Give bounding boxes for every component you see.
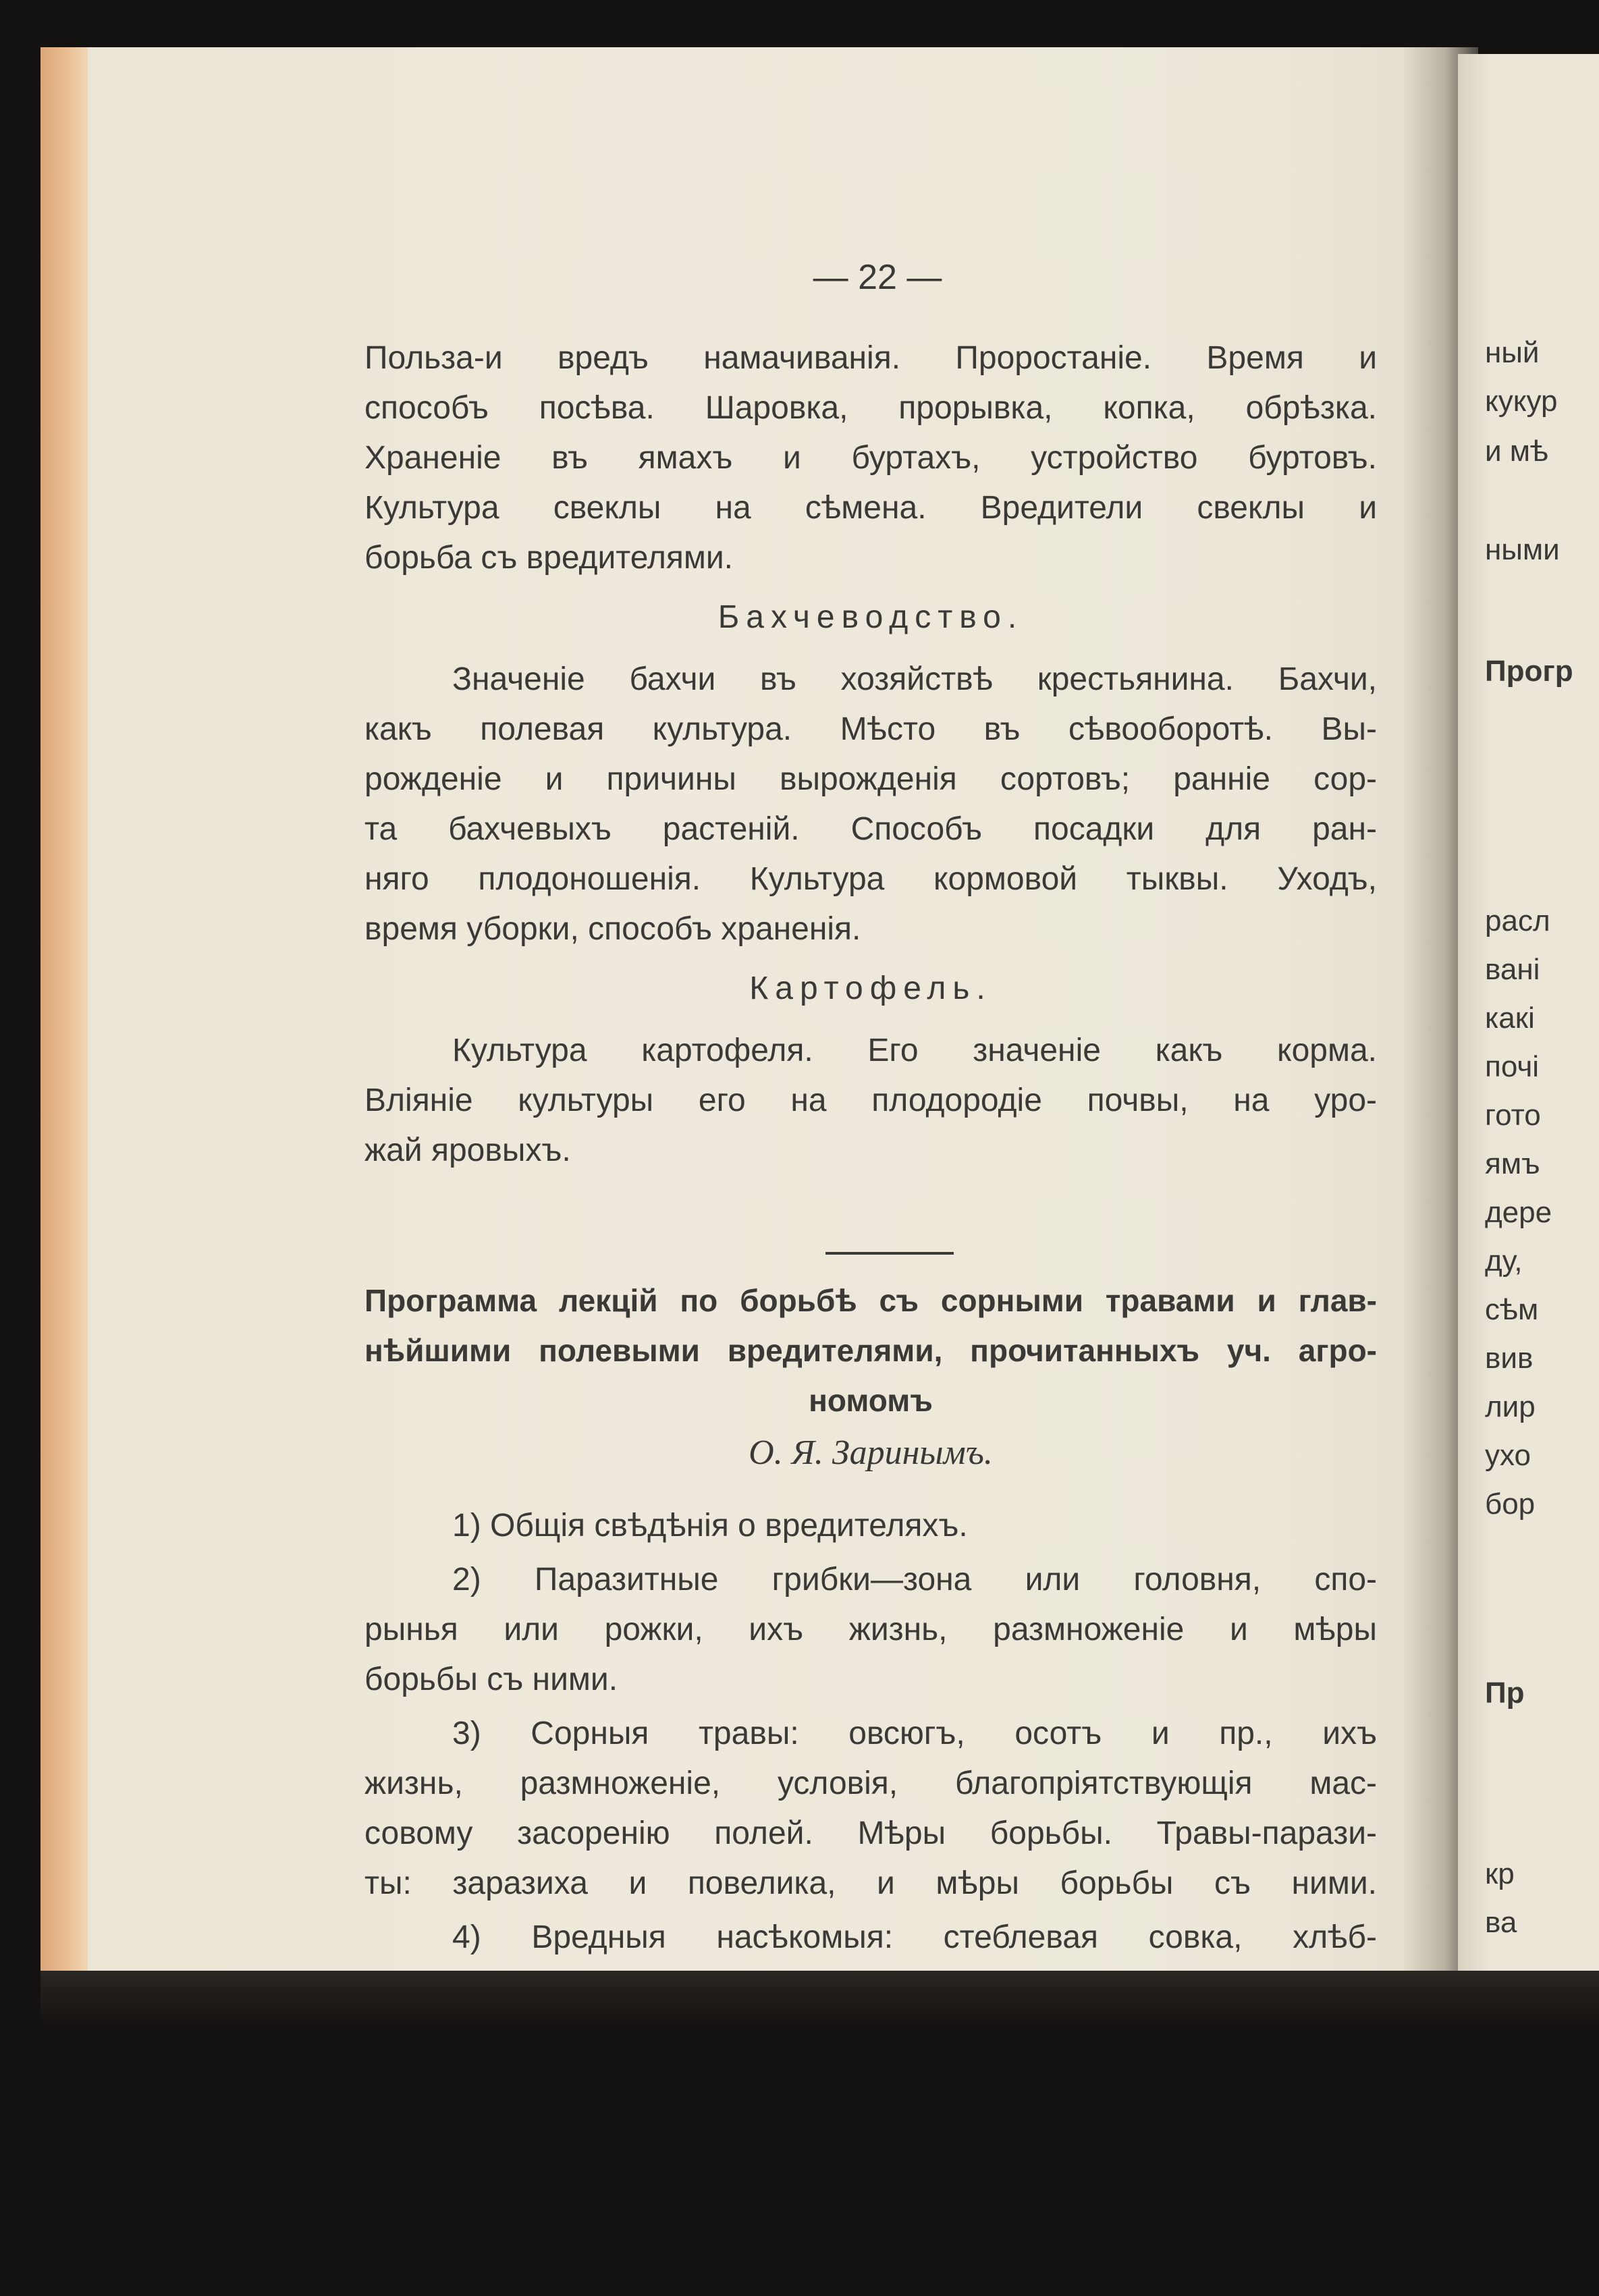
right-fragment: ду, — [1485, 1245, 1523, 1278]
right-fragment: кукур — [1485, 385, 1558, 418]
right-fragment: ва — [1485, 1906, 1517, 1939]
bakhcha-line-3: рожденіе и причины вырожденія сортовъ; ранніе сор- — [364, 761, 1377, 797]
bakhcha-line-2: какъ полевая культура. Мѣсто въ сѣвооборотѣ. Вы- — [364, 711, 1377, 747]
right-fragment: вив — [1485, 1342, 1534, 1375]
item-3-line-4: ты: заразиха и повелика, и мѣры борьбы съ ними. — [364, 1865, 1377, 1901]
item-2-line-1: 2) Паразитные грибки—зона или головня, спо- — [452, 1562, 1377, 1597]
kartofel-line-1: Культура картофеля. Его значеніе какъ корма. — [452, 1033, 1377, 1068]
intro-line-2: способъ посѣва. Шаровка, прорывка, копка, обрѣзка. — [364, 390, 1377, 426]
kartofel-line-3: жай яровыхъ. — [364, 1132, 571, 1168]
right-fragment: вані — [1485, 953, 1540, 986]
bakhcha-line-1: Значеніе бахчи въ хозяйствѣ крестьянина. Бахчи, — [452, 661, 1377, 697]
program-title-line-1: Программа лекцій по борьбѣ съ сорными травами и глав- — [364, 1283, 1377, 1318]
program-author: О. Я. Заринымъ. — [749, 1433, 993, 1472]
right-fragment: Прогр — [1485, 655, 1573, 688]
item-3-line-2: жизнь, размноженіе, условія, благопріятствующія мас- — [364, 1766, 1377, 1801]
heading-kartofel: Картофель. — [749, 971, 992, 1006]
item-2-line-3: борьбы съ ними. — [364, 1662, 618, 1697]
heading-bakhchevodstvo: Бахчеводство. — [717, 599, 1024, 635]
bakhcha-line-4: та бахчевыхъ растеній. Способъ посадки для ран- — [364, 811, 1377, 847]
right-fragment: и мѣ — [1485, 435, 1549, 468]
item-1-line-1: 1) Общія свѣдѣнія о вредителяхъ. — [452, 1508, 968, 1543]
item-4-line-1: 4) Вредныя насѣкомыя: стеблевая совка, хлѣб- — [452, 1919, 1377, 1955]
intro-line-4: Культура свеклы на сѣмена. Вредители свеклы и — [364, 490, 1377, 526]
right-fragment: лир — [1485, 1390, 1536, 1423]
item-3-line-3: совому засоренію полей. Мѣры борьбы. Травы-парази- — [364, 1815, 1377, 1851]
item-3-line-1: 3) Сорныя травы: овсюгъ, осотъ и пр., ихъ — [452, 1716, 1377, 1751]
right-fragment: расл — [1485, 904, 1550, 937]
intro-line-1: Польза-и вредъ намачиванія. Проростаніе. Время и — [364, 340, 1377, 376]
right-fragment: ными — [1485, 533, 1560, 566]
program-title-line-3: номомъ — [809, 1383, 933, 1418]
right-fragment: дере — [1485, 1196, 1552, 1229]
kartofel-line-2: Вліяніе культуры его на плодородіе почвы, на уро- — [364, 1083, 1377, 1118]
right-fragment: ухо — [1485, 1439, 1531, 1472]
bottom-shadow — [40, 1971, 1599, 2025]
right-fragment: ный — [1485, 336, 1540, 369]
right-fragment: гото — [1485, 1099, 1541, 1132]
bakhcha-line-6: время уборки, способъ храненія. — [364, 911, 861, 947]
right-fragment: ямъ — [1485, 1147, 1540, 1180]
item-2-line-2: рынья или рожки, ихъ жизнь, размноженіе и мѣры — [364, 1612, 1377, 1647]
intro-line-3: Храненіе въ ямахъ и буртахъ, устройство буртовъ. — [364, 440, 1377, 476]
right-fragment: какі — [1485, 1002, 1535, 1035]
right-fragment: почі — [1485, 1050, 1540, 1083]
program-title-line-2: нѣйшими полевыми вредителями, прочитанныхъ уч. агро- — [364, 1333, 1377, 1368]
right-fragment: бор — [1485, 1487, 1536, 1521]
right-fragment: кр — [1485, 1857, 1515, 1890]
intro-line-5: борьба съ вредителями. — [364, 540, 733, 576]
section-divider — [825, 1252, 954, 1255]
right-fragment: сѣм — [1485, 1293, 1539, 1326]
bakhcha-line-5: няго плодоношенія. Культура кормовой тыквы. Уходъ, — [364, 861, 1377, 897]
left-page — [88, 47, 1451, 1974]
right-fragment: Пр — [1485, 1676, 1525, 1710]
page-number: — 22 — — [813, 258, 942, 297]
